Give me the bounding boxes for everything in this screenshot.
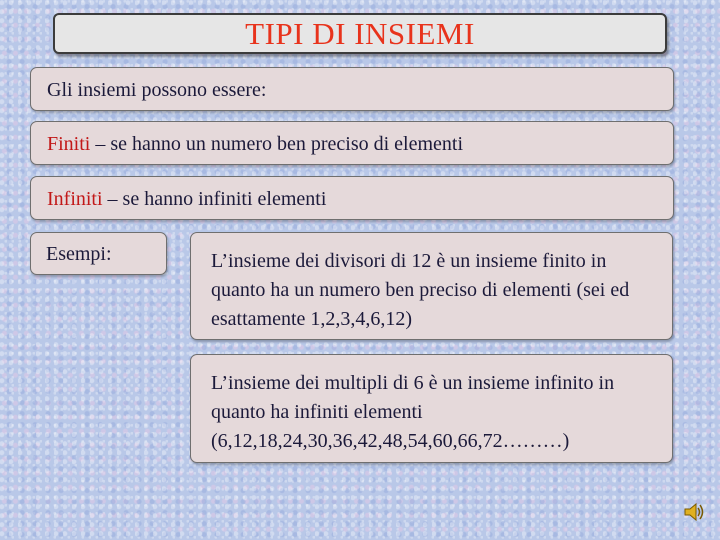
examples-label: Esempi: (46, 243, 112, 265)
example-finite-text: L’insieme dei divisori di 12 è un insieme finito in quanto ha un numero ben preciso di elementi (sei ed esattamente 1,2,3,4,6,12) (211, 250, 630, 330)
intro-box (30, 67, 674, 111)
intro-text: Gli insiemi possono essere: (47, 79, 267, 101)
example-infinite-text: L’insieme dei multipli di 6 è un insieme infinito in quanto ha infiniti elementi (6,12,18,24,30,36,42,48,54,60,66,72………) (211, 372, 615, 452)
example-finite-box (190, 232, 673, 340)
page-title: TIPI DI INSIEMI (245, 16, 475, 51)
infiniti-term: Infiniti (47, 188, 103, 210)
examples-label-box (30, 232, 167, 275)
finiti-term: Finiti (47, 133, 91, 155)
infiniti-definition: – se hanno infiniti elementi (102, 188, 327, 210)
speaker-icon[interactable] (683, 501, 705, 523)
finiti-box (30, 121, 674, 165)
finiti-definition: – se hanno un numero ben preciso di elementi (90, 133, 464, 155)
title-box (53, 13, 667, 54)
infiniti-box (30, 176, 674, 220)
example-infinite-box (190, 354, 673, 463)
